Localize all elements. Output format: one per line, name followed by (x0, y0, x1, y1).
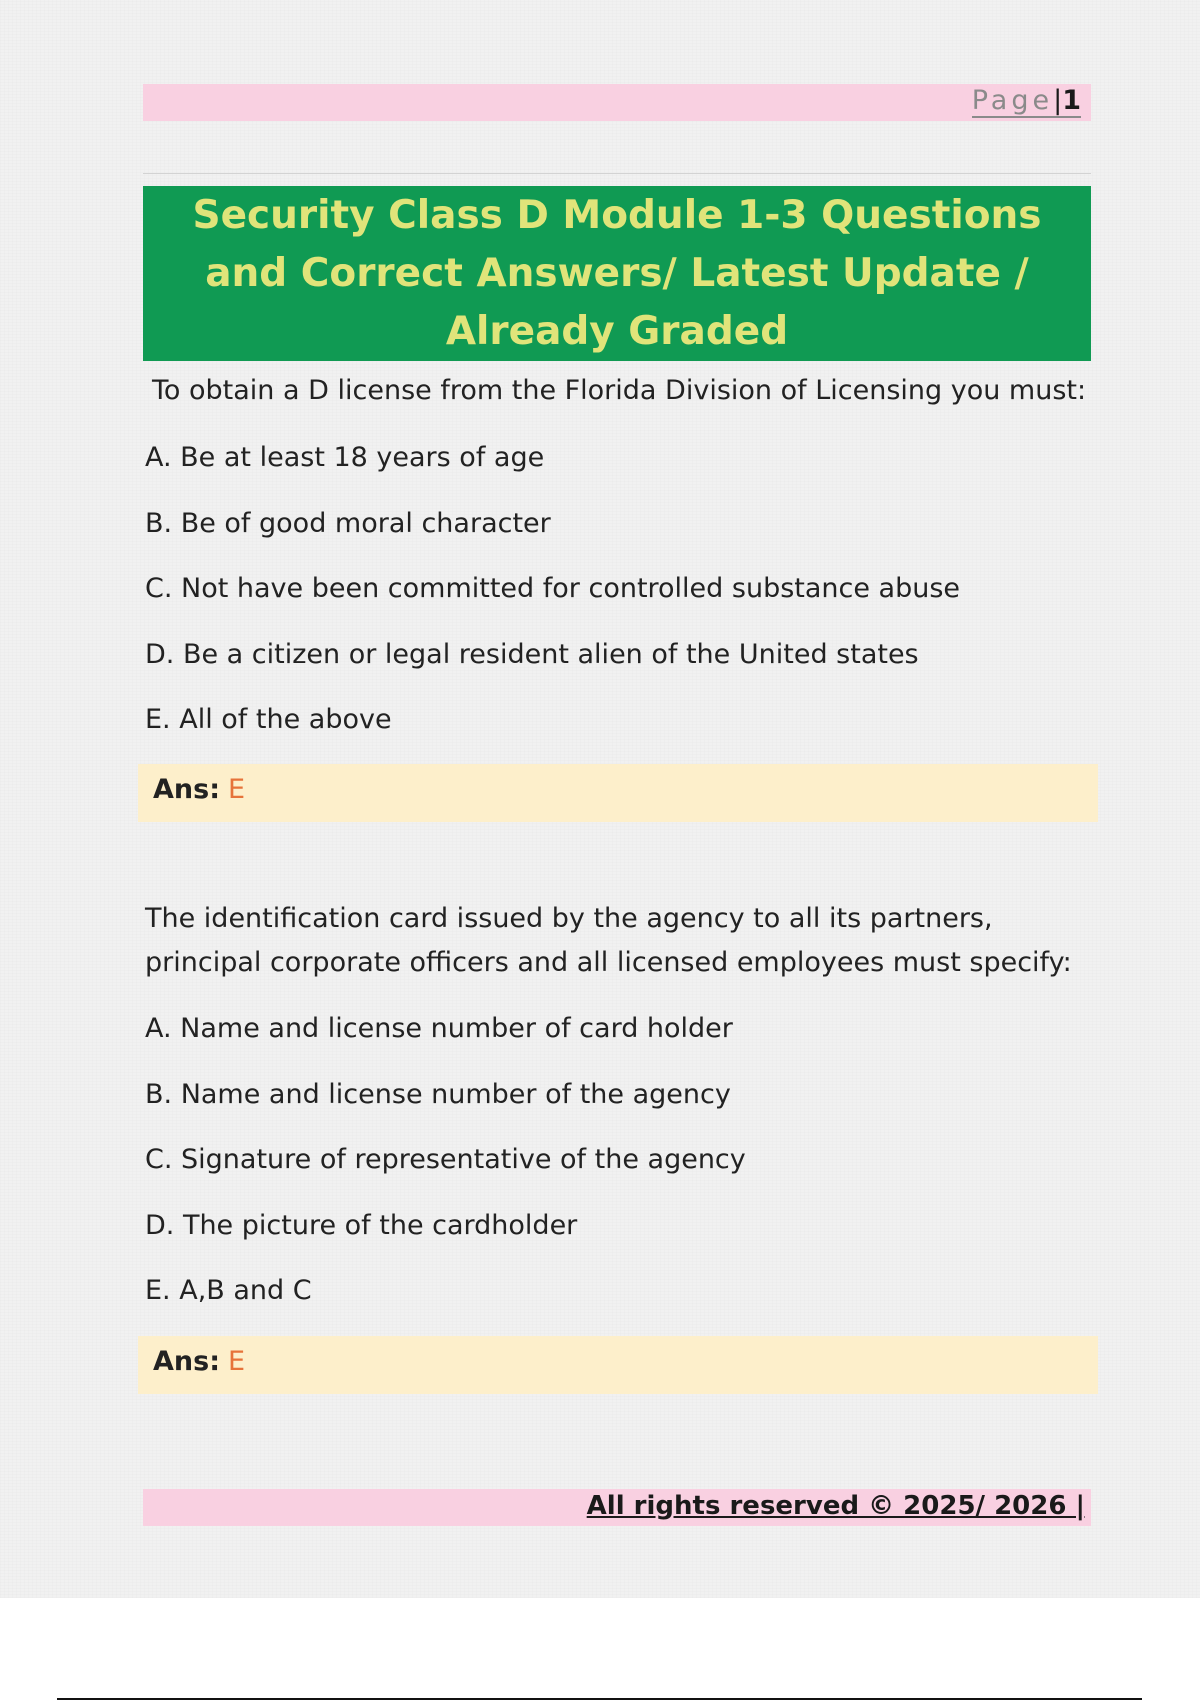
question-2-options (145, 1007, 1095, 1335)
page-footer (143, 1489, 1091, 1526)
question-1-answer (138, 764, 1098, 822)
header-divider (143, 173, 1091, 174)
question-2-option-c: C. Signature of representative of the agency (145, 1144, 746, 1175)
question-1-option-d: D. Be a citizen or legal resident alien of the United states (145, 638, 919, 670)
page-number: 1 (1062, 85, 1081, 116)
document-title-banner (143, 186, 1091, 361)
answer-value: E (228, 1346, 246, 1377)
question-1-options (145, 436, 1095, 764)
copyright-notice: All rights reserved © 2025/ 2026 | (586, 1491, 1085, 1521)
question-2-text: The identification card issued by the agency to all its partners, principal corporate officers and all licensed employees must specify: (145, 903, 1072, 978)
page-header (143, 84, 1091, 121)
page-number-label (972, 85, 1081, 118)
question-2-option-d: D. The picture of the cardholder (145, 1209, 578, 1241)
question-1-option-e: E. All of the above (145, 704, 392, 735)
question-2-option-e: E. A,B and C (145, 1275, 312, 1306)
answer-label: Ans: (153, 1346, 220, 1377)
answer-label: Ans: (153, 774, 220, 805)
question-2-option-b: B. Name and license number of the agency (145, 1078, 731, 1110)
question-2-answer (138, 1336, 1098, 1394)
question-1-option-b: B. Be of good moral character (145, 507, 551, 539)
answer-value: E (228, 774, 246, 805)
document-title: Security Class D Module 1-3 Questions and Correct Answers/ Latest Update / Already Graded (192, 192, 1042, 354)
question-2-option-a: A. Name and license number of card holder (145, 1013, 733, 1044)
question-1-option-c: C. Not have been committed for controlled substance abuse (145, 573, 961, 604)
page-separator: | (1053, 85, 1063, 116)
question-1-text: To obtain a D license from the Florida Division of Licensing you must: (152, 375, 1087, 406)
page-word: Page (971, 85, 1054, 116)
question-1-option-a: A. Be at least 18 years of age (145, 442, 545, 473)
